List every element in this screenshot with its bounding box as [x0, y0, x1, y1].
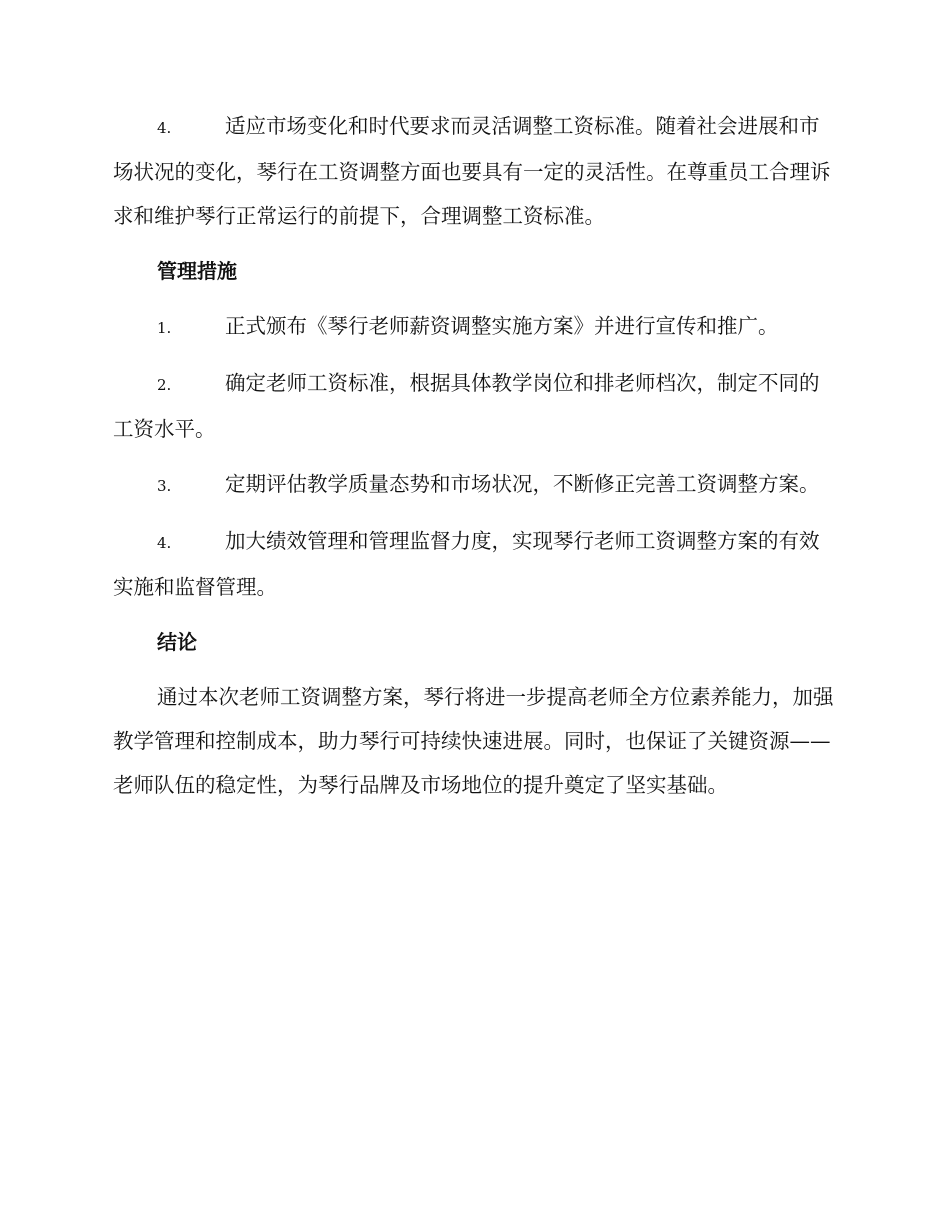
list-item	[113, 462, 837, 508]
list-text: 确定老师工资标准，根据具体教学岗位和排老师档次，制定不同的工资水平。	[113, 371, 820, 441]
list-item	[113, 361, 837, 451]
section-heading-management: 管理措施	[157, 259, 237, 283]
document-page	[113, 104, 837, 818]
list-number: 3.	[157, 477, 172, 495]
list-number: 4.	[157, 534, 172, 552]
list-text: 适应市场变化和时代要求而灵活调整工资标准。随着社会进展和市场状况的变化，琴行在工资调整方面也要具有一定的灵活性。在尊重员工合理诉求和维护琴行正常运行的前提下，合理调整工资标准。	[113, 114, 831, 228]
list-text: 正式颁布《琴行老师薪资调整实施方案》并进行宣传和推广。	[225, 314, 779, 338]
list-text: 定期评估教学质量态势和市场状况，不断修正完善工资调整方案。	[225, 472, 820, 496]
list-item	[113, 519, 837, 609]
section-heading-conclusion: 结论	[157, 630, 197, 654]
list-item	[113, 304, 837, 350]
list-number: 4.	[157, 119, 172, 137]
list-number: 2.	[157, 376, 172, 394]
list-number: 1.	[157, 319, 172, 337]
list-text: 加大绩效管理和管理监督力度，实现琴行老师工资调整方案的有效实施和监督管理。	[113, 529, 820, 599]
list-item	[113, 104, 837, 238]
conclusion-paragraph: 通过本次老师工资调整方案，琴行将进一步提高老师全方位素养能力，加强教学管理和控制成本，助力琴行可持续快速进展。同时，也保证了关键资源——老师队伍的稳定性，为琴行品牌及市场地位的提升奠定了坚实基础。	[113, 685, 834, 797]
